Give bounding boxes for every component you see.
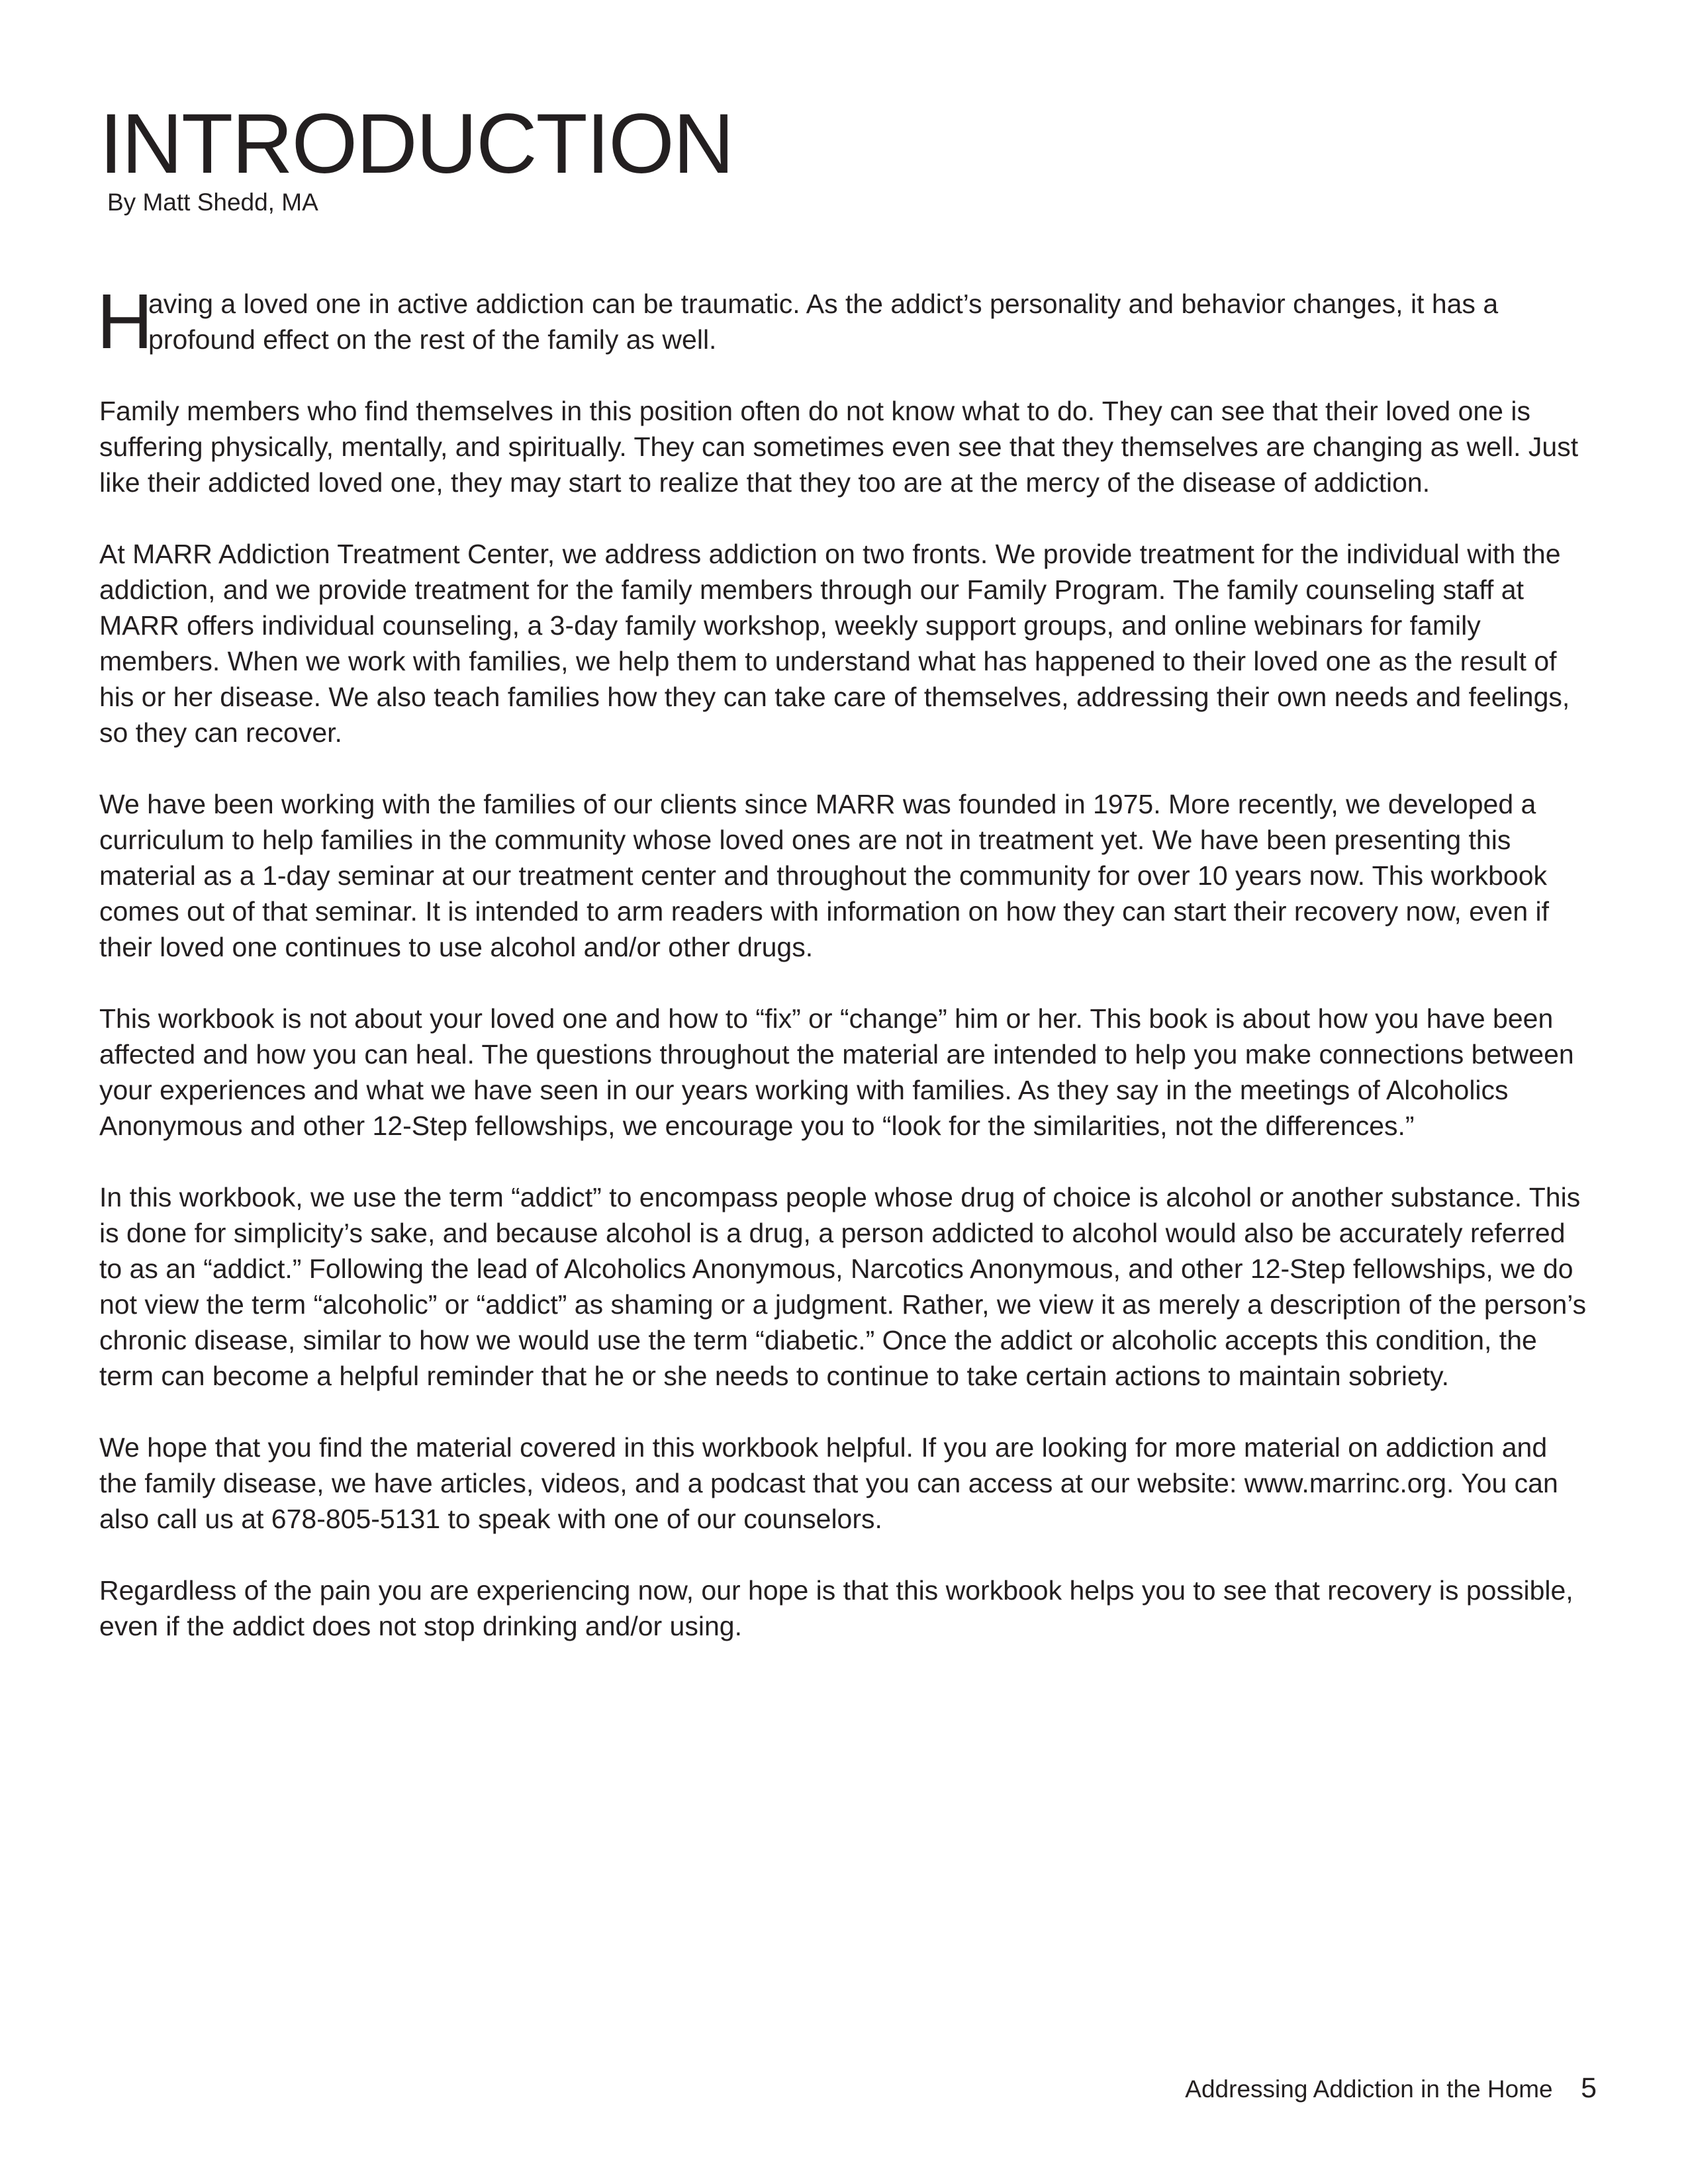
paragraph-8: Regardless of the pain you are experiencing now, our hope is that this workbook helps you to see that recovery is possible, even if the addict does not stop drinking and/or using. <box>99 1575 1573 1641</box>
page-number: 5 <box>1581 2072 1597 2104</box>
paragraph-7: We hope that you find the material covered in this workbook helpful. If you are looking for more material on addiction and the family disease, we have articles, videos, and a podcast that you can access at our website: www.marrinc.org. You can also call us at 678-805-5131 to speak with one of our counselors. <box>99 1432 1558 1534</box>
paragraph-2: Family members who find themselves in this position often do not know what to do. They can see that their loved one is suffering physically, mentally, and spiritually. They can sometimes even see that they themselves are changing as well. Just like their addicted loved one, they may start to realize that they too are at the mercy of the disease of addiction. <box>99 396 1579 498</box>
body-text <box>97 278 1589 1680</box>
drop-cap: H <box>97 278 154 365</box>
page-footer <box>1185 2071 1597 2106</box>
paragraph-3: At MARR Addiction Treatment Center, we address addiction on two fronts. We provide treatment for the individual with the addiction, and we provide treatment for the family members through our Family Program. The family counseling staff at MARR offers individual counseling, a 3-day family workshop, weekly support groups, and online webinars for family members. When we work with families, we help them to understand what has happened to their loved one as the result of his or her disease. We also teach families how they can take care of themselves, addressing their own needs and feelings, so they can recover. <box>99 539 1570 748</box>
paragraph-1-text: aving a loved one in active addiction can be traumatic. As the addict’s personality and behavior changes, it has a profound effect on the rest of the family as well. <box>148 289 1499 355</box>
paragraph-5: This workbook is not about your loved one and how to “fix” or “change” him or her. This book is about how you have been affected and how you can heal. The questions throughout the material are intended to help you make connections between your experiences and what we have seen in our years working with families. As they say in the meetings of Alcoholics Anonymous and other 12-Step fellowships, we encourage you to “look for the similarities, not the differences.” <box>99 1003 1574 1141</box>
page-title: INTRODUCTION <box>99 97 733 191</box>
paragraph-4: We have been working with the families of our clients since MARR was founded in 1975. More recently, we developed a curriculum to help families in the community whose loved ones are not in treatment yet. We have been presenting this material as a 1-day seminar at our treatment center and throughout the community for over 10 years now. This workbook comes out of that seminar. It is intended to arm readers with information on how they can start their recovery now, even if their loved one continues to use alcohol and/or other drugs. <box>99 789 1550 962</box>
paragraph-6: In this workbook, we use the term “addict” to encompass people whose drug of choice is alcohol or another substance. This is done for simplicity’s sake, and because alcohol is a drug, a person addicted to alcohol would also be accurately referred to as an “addict.” Following the lead of Alcoholics Anonymous, Narcotics Anonymous, and other 12-Step fellowships, we do not view the term “alcoholic” or “addict” as shaming or a judgment. Rather, we view it as merely a description of the person’s chronic disease, similar to how we would use the term “diabetic.” Once the addict or alcoholic accepts this condition, the term can become a helpful reminder that he or she needs to continue to take certain actions to maintain sobriety. <box>99 1182 1587 1391</box>
footer-book-title: Addressing Addiction in the Home <box>1185 2075 1553 2103</box>
author-byline: By Matt Shedd, MA <box>107 189 318 216</box>
paragraph-1 <box>97 278 1589 365</box>
